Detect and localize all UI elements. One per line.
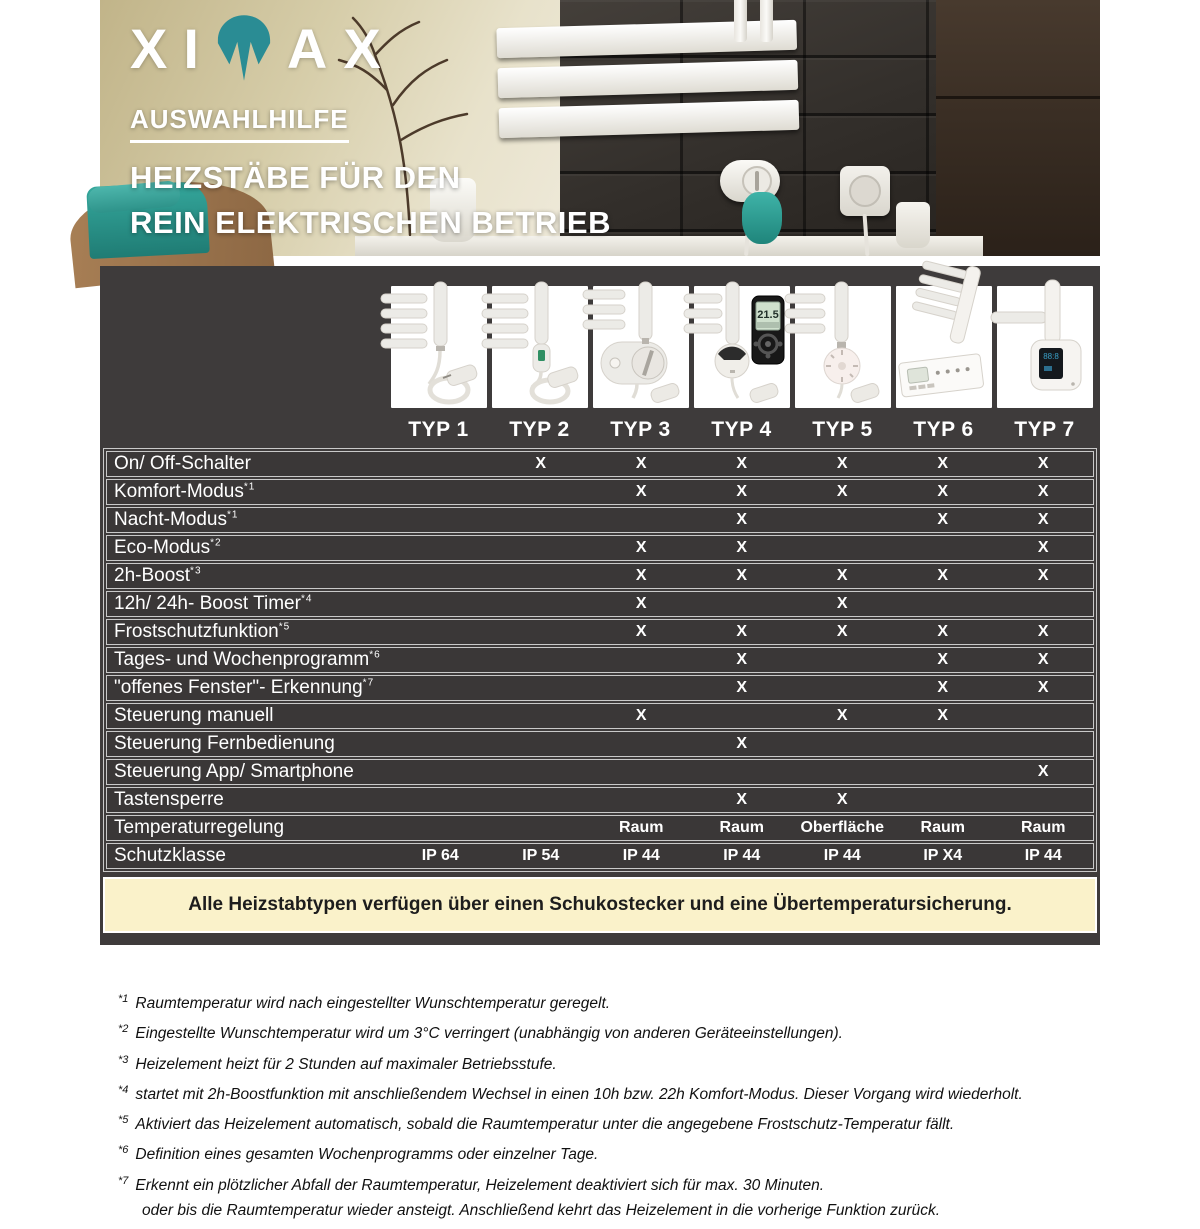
feature-label-cell: [107, 733, 390, 755]
product-image-typ-1: [391, 286, 487, 408]
table-row: [106, 535, 1094, 561]
feature-label-cell: [107, 649, 390, 671]
feature-cell: X: [937, 483, 949, 500]
footnote-text: Raumtemperatur wird nach eingestellter Wunschtemperatur geregelt.: [135, 995, 611, 1013]
hero-photo: [100, 0, 1100, 256]
feature-label: 12h/ 24h- Boost Timer: [114, 593, 301, 614]
footnote-text: startet mit 2h-Boostfunktion mit anschließendem Wechsel in einen 10h bzw. 22h Komfort-Modus. Dieser Vorgang wird wiederholt.: [135, 1086, 1023, 1104]
feature-cell: Raum: [1021, 819, 1066, 836]
feature-label-cell: [107, 761, 390, 783]
footnote-item: [118, 1143, 1098, 1165]
table-row: [106, 787, 1094, 813]
footnotes-section: [118, 992, 1098, 1229]
feature-label: Nacht-Modus: [114, 509, 227, 530]
footnote-marker: *4: [118, 1083, 129, 1096]
table-row: [106, 591, 1094, 617]
footnote-item: [118, 1113, 1098, 1135]
product-image-typ-7: [997, 286, 1093, 408]
table-row: [106, 703, 1094, 729]
feature-footnote-ref: *1: [227, 509, 239, 521]
table-row: [106, 759, 1094, 785]
feature-cell: X: [736, 483, 748, 500]
feature-table: [103, 448, 1097, 872]
feature-label-cell: [107, 537, 390, 559]
feature-cell: X: [836, 791, 848, 808]
footnote-text: Aktiviert das Heizelement automatisch, sobald die Raumtemperatur unter die angegebene Frostschutz-Temperatur fällt.: [135, 1116, 955, 1134]
svg-text:21.5: 21.5: [756, 309, 779, 321]
footnote-text: Definition eines gesamten Wochenprogramms oder einzelner Tage.: [135, 1146, 599, 1164]
feature-label-cell: [107, 481, 390, 503]
footnote-item: [118, 992, 1098, 1014]
feature-cell: Raum: [920, 819, 965, 836]
feature-label: Steuerung Fernbedienung: [114, 733, 335, 754]
typ-label-6: TYP 6: [913, 418, 974, 441]
feature-label: Tastensperre: [114, 789, 224, 810]
logo-text-left: XI: [130, 16, 215, 80]
feature-cell: X: [1037, 511, 1049, 528]
feature-cell: X: [1037, 483, 1049, 500]
footnote-item: [118, 1022, 1098, 1044]
table-row: [106, 479, 1094, 505]
feature-cell: X: [1037, 651, 1049, 668]
product-image-typ-2: [492, 286, 588, 408]
ximax-logo: [130, 14, 611, 82]
hero-text-block: [130, 14, 611, 246]
typ-label-7: TYP 7: [1014, 418, 1075, 441]
white-jug: [896, 202, 930, 248]
feature-cell: IP 44: [622, 847, 660, 864]
feature-cell: IP 64: [421, 847, 459, 864]
typ-label-1: TYP 1: [408, 418, 469, 441]
typ-label-row: [100, 418, 1100, 442]
feature-cell: X: [736, 455, 748, 472]
feature-cell: X: [937, 651, 949, 668]
typ-label-4: TYP 4: [711, 418, 772, 441]
feature-label-cell: [107, 565, 390, 587]
feature-cell: Oberfläche: [800, 819, 885, 836]
feature-label-cell: [107, 817, 390, 839]
typ-label-2: TYP 2: [509, 418, 570, 441]
radiator-pipe: [760, 0, 773, 42]
feature-label: Eco-Modus: [114, 537, 211, 558]
feature-label-cell: [107, 845, 390, 867]
footnote-marker: *3: [118, 1053, 129, 1066]
product-image-typ-5: [795, 286, 891, 408]
feature-cell: X: [836, 567, 848, 584]
feature-label: Komfort-Modus: [114, 481, 244, 502]
feature-cell: X: [635, 623, 647, 640]
feature-cell: X: [736, 735, 748, 752]
footnote-item: [118, 1083, 1098, 1105]
product-image-typ-3: [593, 286, 689, 408]
footnote-marker: *1: [118, 993, 129, 1005]
feature-label-cell: [107, 677, 390, 699]
feature-cell: X: [635, 483, 647, 500]
feature-cell: X: [836, 623, 848, 640]
feature-footnote-ref: *7: [362, 677, 375, 689]
typ-label-spacer: [100, 418, 388, 442]
feature-label: Schutzklasse: [114, 845, 226, 866]
table-row: [106, 815, 1094, 841]
footnote-text: Erkennt ein plötzlicher Abfall der Raumtemperatur, Heizelement deaktiviert sich für max. 30 Minuten.: [135, 1176, 825, 1194]
feature-label: On/ Off-Schalter: [114, 453, 251, 474]
feature-cell: Raum: [619, 819, 664, 836]
feature-cell: IP 54: [522, 847, 560, 864]
feature-cell: IP 44: [723, 847, 761, 864]
feature-cell: X: [736, 679, 748, 696]
feature-cell: X: [836, 483, 848, 500]
feature-cell: X: [1037, 539, 1049, 556]
table-row: [106, 731, 1094, 757]
feature-footnote-ref: *1: [243, 481, 256, 493]
feature-cell: X: [937, 511, 949, 528]
feature-label-cell: [107, 509, 390, 531]
footnote-item: [118, 1053, 1098, 1075]
feature-cell: X: [635, 707, 647, 724]
feature-cell: X: [836, 455, 848, 472]
feature-cell: X: [836, 595, 848, 612]
feature-footnote-ref: *4: [300, 593, 313, 605]
footnote-marker: *7: [118, 1174, 129, 1187]
feature-cell: X: [535, 455, 547, 472]
table-row: [106, 507, 1094, 533]
product-image-typ-6: [896, 286, 992, 408]
feature-cell: X: [937, 455, 949, 472]
feature-label: 2h-Boost: [114, 565, 191, 586]
hero-title-line1: HEIZSTÄBE FÜR DEN: [130, 160, 461, 195]
table-row: [106, 563, 1094, 589]
footnote-item: [118, 1174, 1098, 1221]
feature-label-cell: [107, 789, 390, 811]
feature-cell: Raum: [719, 819, 764, 836]
feature-cell: X: [937, 567, 949, 584]
feature-cell: X: [736, 651, 748, 668]
feature-cell: X: [1037, 679, 1049, 696]
hero-title: [130, 156, 611, 246]
feature-cell: X: [1037, 455, 1049, 472]
feature-cell: X: [635, 595, 647, 612]
feature-footnote-ref: *5: [278, 621, 291, 633]
feature-cell: IP X4: [923, 847, 963, 864]
feature-cell: X: [1037, 567, 1049, 584]
table-row: [106, 619, 1094, 645]
cabinet-panel: [936, 0, 1100, 256]
feature-cell: X: [836, 707, 848, 724]
feature-cell: X: [937, 707, 949, 724]
feature-label: Steuerung App/ Smartphone: [114, 761, 354, 782]
cabinet-seam: [936, 96, 1100, 99]
feature-label: Frostschutzfunktion: [114, 621, 279, 642]
socket-hole: [849, 175, 881, 207]
footnote-text-continued: oder bis die Raumtemperatur wieder ansteigt. Anschließend kehrt das Heizelement in die vorherige Funktion zurück.: [142, 1202, 941, 1220]
table-row: [106, 451, 1094, 477]
footnote-marker: *2: [118, 1023, 129, 1036]
feature-cell: IP 44: [823, 847, 861, 864]
note-bar: Alle Heizstabtypen verfügen über einen Schukostecker und eine Übertemperatursicherung.: [103, 877, 1097, 933]
feature-cell: X: [937, 679, 949, 696]
feature-label-cell: [107, 453, 390, 475]
ximax-m-icon: [211, 14, 277, 82]
footnote-marker: *5: [118, 1114, 129, 1127]
footnote-marker: *6: [118, 1144, 129, 1157]
feature-cell: X: [736, 511, 748, 528]
product-image-typ-4: [694, 286, 790, 408]
radiator-pipe: [734, 0, 747, 42]
table-row: [106, 675, 1094, 701]
feature-cell: X: [736, 791, 748, 808]
wall-socket: [840, 166, 890, 216]
control-dial-slot: [755, 171, 759, 191]
feature-label: Temperaturregelung: [114, 817, 285, 838]
feature-cell: X: [736, 567, 748, 584]
typ-label-5: TYP 5: [812, 418, 873, 441]
feature-label-cell: [107, 593, 390, 615]
hero-title-line2: REIN ELEKTRISCHEN BETRIEB: [130, 204, 611, 240]
feature-label-cell: [107, 621, 390, 643]
footnote-text: Heizelement heizt für 2 Stunden auf maximaler Betriebsstufe.: [135, 1055, 557, 1073]
feature-cell: X: [635, 567, 647, 584]
table-row: [106, 843, 1094, 869]
feature-cell: X: [937, 623, 949, 640]
feature-label-cell: [107, 705, 390, 727]
feature-label: Steuerung manuell: [114, 705, 274, 726]
teal-vase: [742, 192, 782, 244]
logo-text-right: AX: [286, 16, 397, 80]
feature-cell: X: [1037, 763, 1049, 780]
feature-cell: X: [736, 539, 748, 556]
comparison-board: [100, 266, 1100, 945]
feature-cell: X: [736, 623, 748, 640]
feature-footnote-ref: *3: [190, 565, 202, 577]
svg-text:88:8: 88:8: [1042, 352, 1059, 361]
footnote-text: Eingestellte Wunschtemperatur wird um 3°C verringert (unabhängig von anderen Geräteeinstellungen).: [135, 1025, 843, 1043]
hero-kicker: AUSWAHLHILFE: [130, 104, 349, 143]
typ-label-3: TYP 3: [610, 418, 671, 441]
feature-cell: X: [635, 455, 647, 472]
feature-footnote-ref: *6: [369, 649, 381, 661]
feature-cell: X: [635, 539, 647, 556]
feature-label: "offenes Fenster"- Erkennung: [114, 677, 363, 698]
table-row: [106, 647, 1094, 673]
feature-cell: X: [1037, 623, 1049, 640]
feature-cell: IP 44: [1024, 847, 1062, 864]
product-strip: [100, 286, 1100, 408]
feature-label: Tages- und Wochenprogramm: [114, 649, 370, 670]
product-strip-spacer: [100, 286, 388, 408]
feature-footnote-ref: *2: [210, 537, 222, 549]
